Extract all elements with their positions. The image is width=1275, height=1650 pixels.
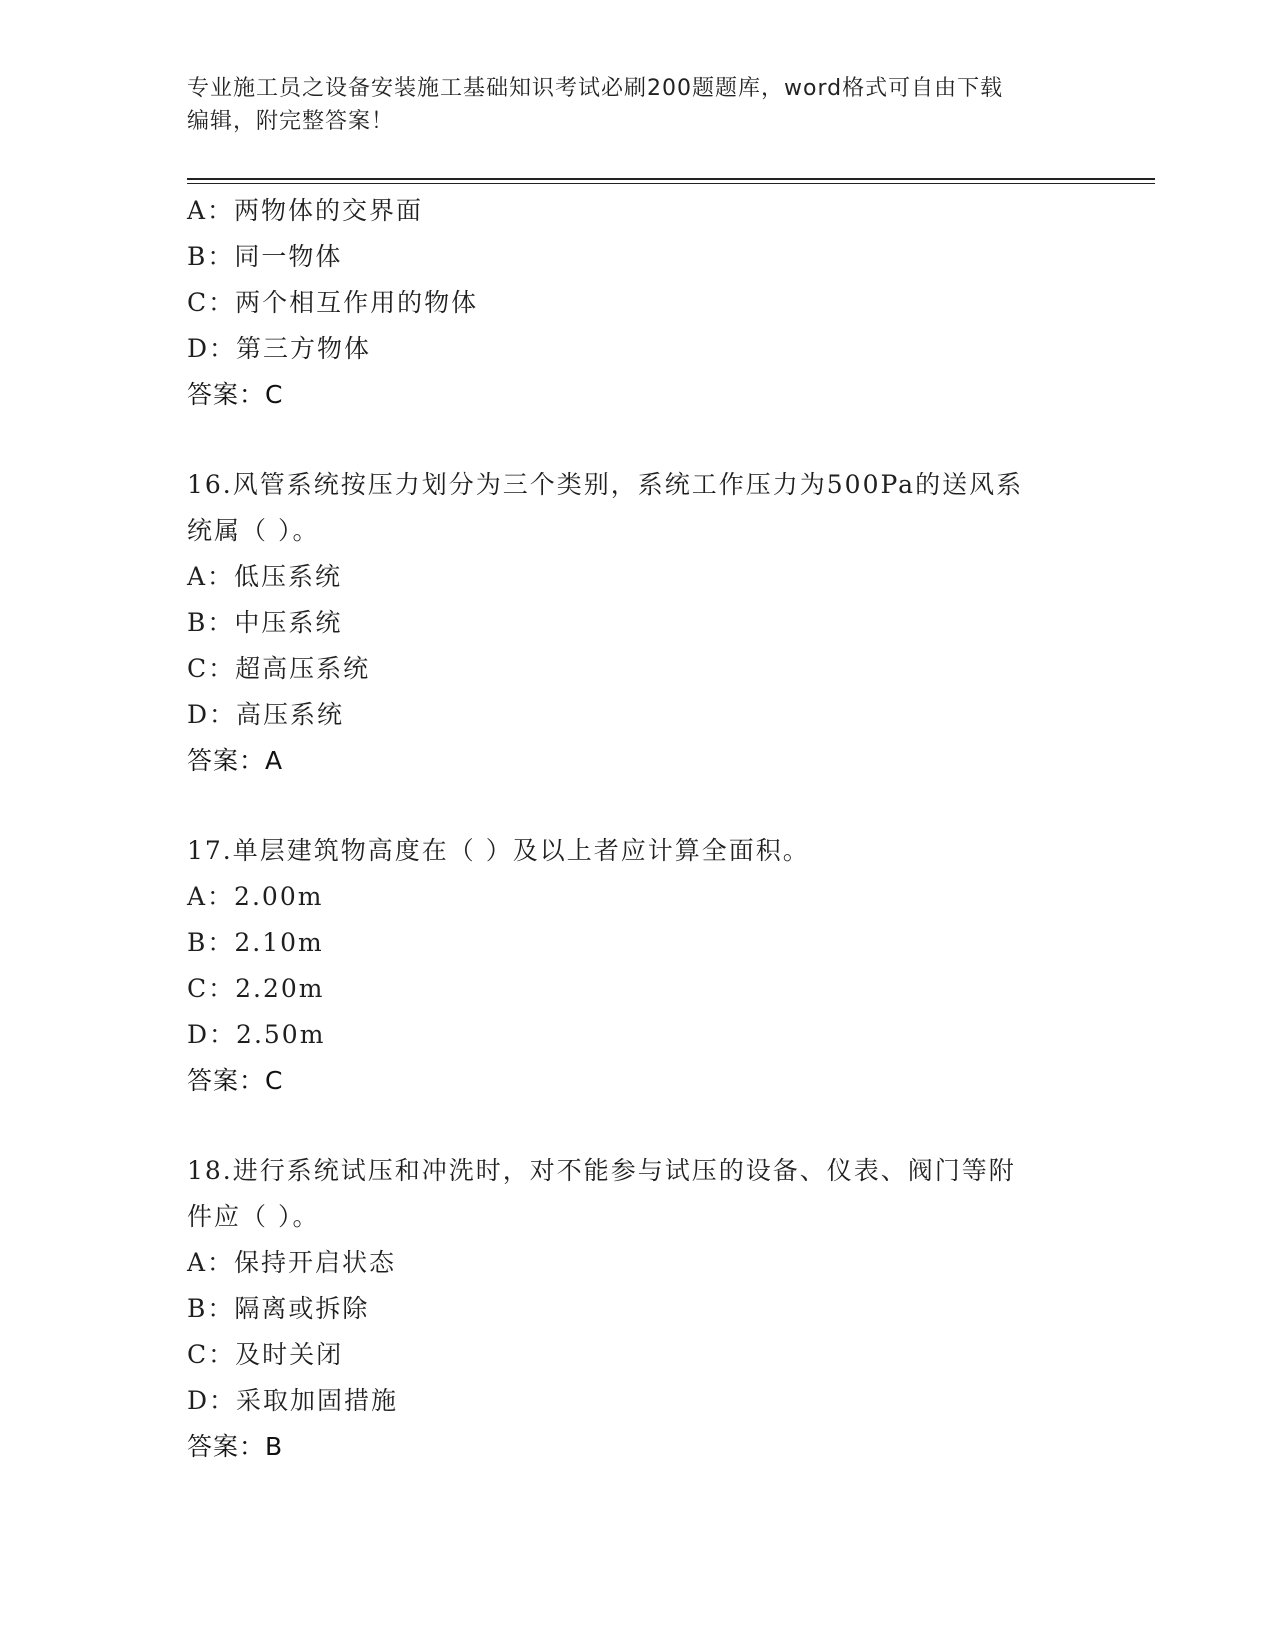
- question-block: [187, 1148, 1087, 1470]
- option-c: C：及时关闭: [187, 1340, 344, 1369]
- question-text-line-2: 件应（ ）。: [187, 1202, 320, 1231]
- option-d: D：采取加固措施: [187, 1386, 399, 1415]
- question-text-line-1: 16.风管系统按压力划分为三个类别，系统工作压力为500Pa的送风系: [187, 470, 1024, 499]
- option-d: D：高压系统: [187, 700, 345, 729]
- question-text-line-2: 统属（ ）。: [187, 516, 320, 545]
- option-c: C：两个相互作用的物体: [187, 288, 479, 317]
- option-b: B：2.10m: [187, 928, 324, 957]
- option-c: C：超高压系统: [187, 654, 371, 683]
- answer-line: 答案：B: [187, 1432, 284, 1461]
- document-header: [187, 72, 1067, 138]
- answer-line: 答案：C: [187, 1066, 284, 1095]
- block-spacer: [187, 1104, 1087, 1148]
- answer-line: 答案：C: [187, 380, 284, 409]
- question-block: [187, 462, 1087, 784]
- header-divider: [187, 178, 1155, 184]
- answer-line: 答案：A: [187, 746, 284, 775]
- option-a: A：2.00m: [187, 882, 324, 911]
- option-b: B：隔离或拆除: [187, 1294, 370, 1323]
- option-b: B：同一物体: [187, 242, 343, 271]
- option-a: A：两物体的交界面: [187, 196, 424, 225]
- block-spacer: [187, 418, 1087, 462]
- option-a: A：保持开启状态: [187, 1248, 397, 1277]
- option-c: C：2.20m: [187, 974, 325, 1003]
- option-d: D：2.50m: [187, 1020, 326, 1049]
- question-text-line-1: 17.单层建筑物高度在（ ）及以上者应计算全面积。: [187, 836, 810, 865]
- option-d: D：第三方物体: [187, 334, 372, 363]
- header-title-line-1: 专业施工员之设备安装施工基础知识考试必刷200题题库，word格式可自由下载: [187, 76, 1004, 101]
- question-block: [187, 188, 1087, 418]
- option-a: A：低压系统: [187, 562, 343, 591]
- block-spacer: [187, 784, 1087, 828]
- question-text-line-1: 18.进行系统试压和冲洗时，对不能参与试压的设备、仪表、阀门等附: [187, 1156, 1016, 1185]
- header-title-line-2: 编辑，附完整答案！: [187, 109, 395, 134]
- option-b: B：中压系统: [187, 608, 343, 637]
- question-block: [187, 828, 1087, 1104]
- question-list: [187, 188, 1087, 1470]
